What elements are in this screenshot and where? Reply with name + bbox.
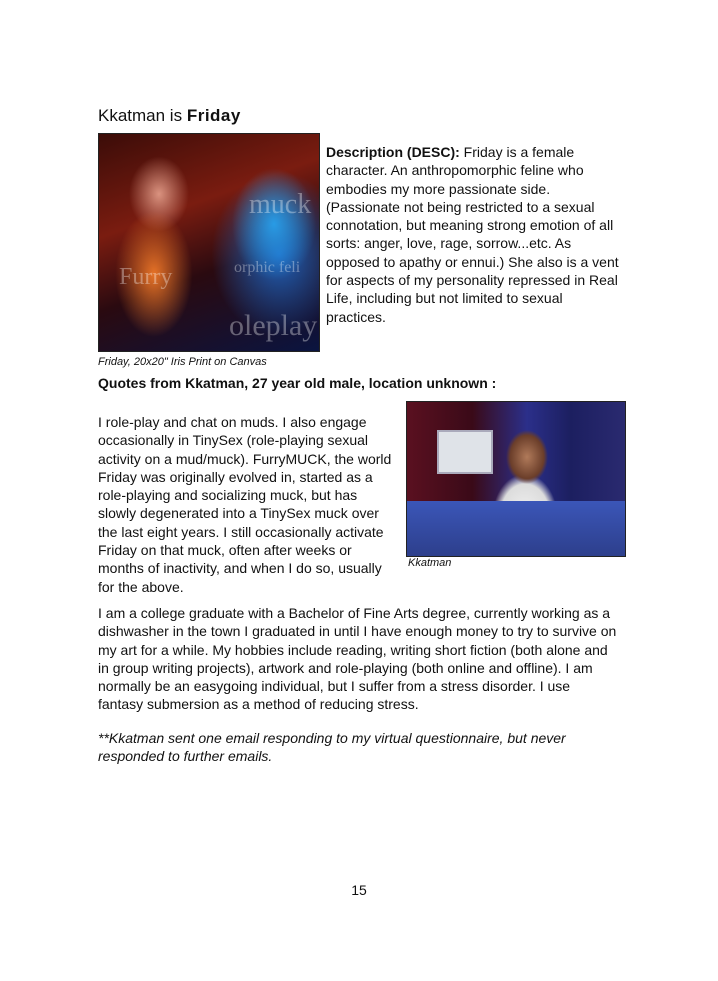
watermark-text: muck bbox=[249, 189, 312, 220]
watermark-text: orphic feli bbox=[234, 259, 301, 276]
photo-caption: Kkatman bbox=[408, 557, 452, 569]
friday-artwork-image bbox=[98, 133, 320, 352]
title-prefix: Kkatman is bbox=[98, 106, 187, 125]
page-number: 15 bbox=[351, 882, 367, 898]
quote-paragraph: I am a college graduate with a Bachelor of Fine Arts degree, currently working as a dishwasher in the town I graduated in until I have enough money to try to survive on my art for a while. My hobbies include reading, writing short fiction (both alone and in group writing projects), artwork and role-playing (both online and offline). I am normally be an easygoing individual, but I suffer from a stress disorder. I use fantasy submersion as a method of reducing stress. bbox=[98, 605, 617, 713]
character-description bbox=[326, 143, 626, 326]
page-title bbox=[98, 106, 241, 126]
artwork-caption: Friday, 20x20" Iris Print on Canvas bbox=[98, 356, 267, 368]
footnote: **Kkatman sent one email responding to my virtual questionnaire, but never responded to further emails. bbox=[98, 730, 566, 765]
watermark-text: Furry bbox=[119, 264, 173, 290]
watermark-text: oleplay bbox=[229, 309, 318, 342]
character-name: Friday bbox=[186, 106, 241, 125]
description-text: Friday is a female character. An anthropomorphic feline who embodies my more passionate side. (Passionate not being restricted to a sexual connotation, but meaning strong emotion of all sorts: anger, love, rage, sorrow...etc. As opposed to apathy or ennui.) She also is a vent for aspects of my personality repressed in Real Life, including but not limited to sexual practices. bbox=[326, 144, 619, 325]
quote-paragraph: I role-play and chat on muds. I also engage occasionally in TinySex (role-playing sexual activity on a mud/muck). FurryMUCK, the world Friday was originally evolved in, started as a role-playing and socializing muck, but has slowly degenerated into a TinySex muck over the last eight years. I still occasionally activate Friday on that muck, often after weeks or months of inactivity, and when I do so, usually for the above. bbox=[98, 414, 392, 595]
desk-shape bbox=[407, 501, 625, 556]
description-label: Description (DESC): bbox=[326, 144, 460, 160]
quotes-heading: Quotes from Kkatman, 27 year old male, location unknown : bbox=[98, 375, 497, 391]
kkatman-photo bbox=[406, 401, 626, 557]
monitor-shape bbox=[437, 430, 493, 474]
